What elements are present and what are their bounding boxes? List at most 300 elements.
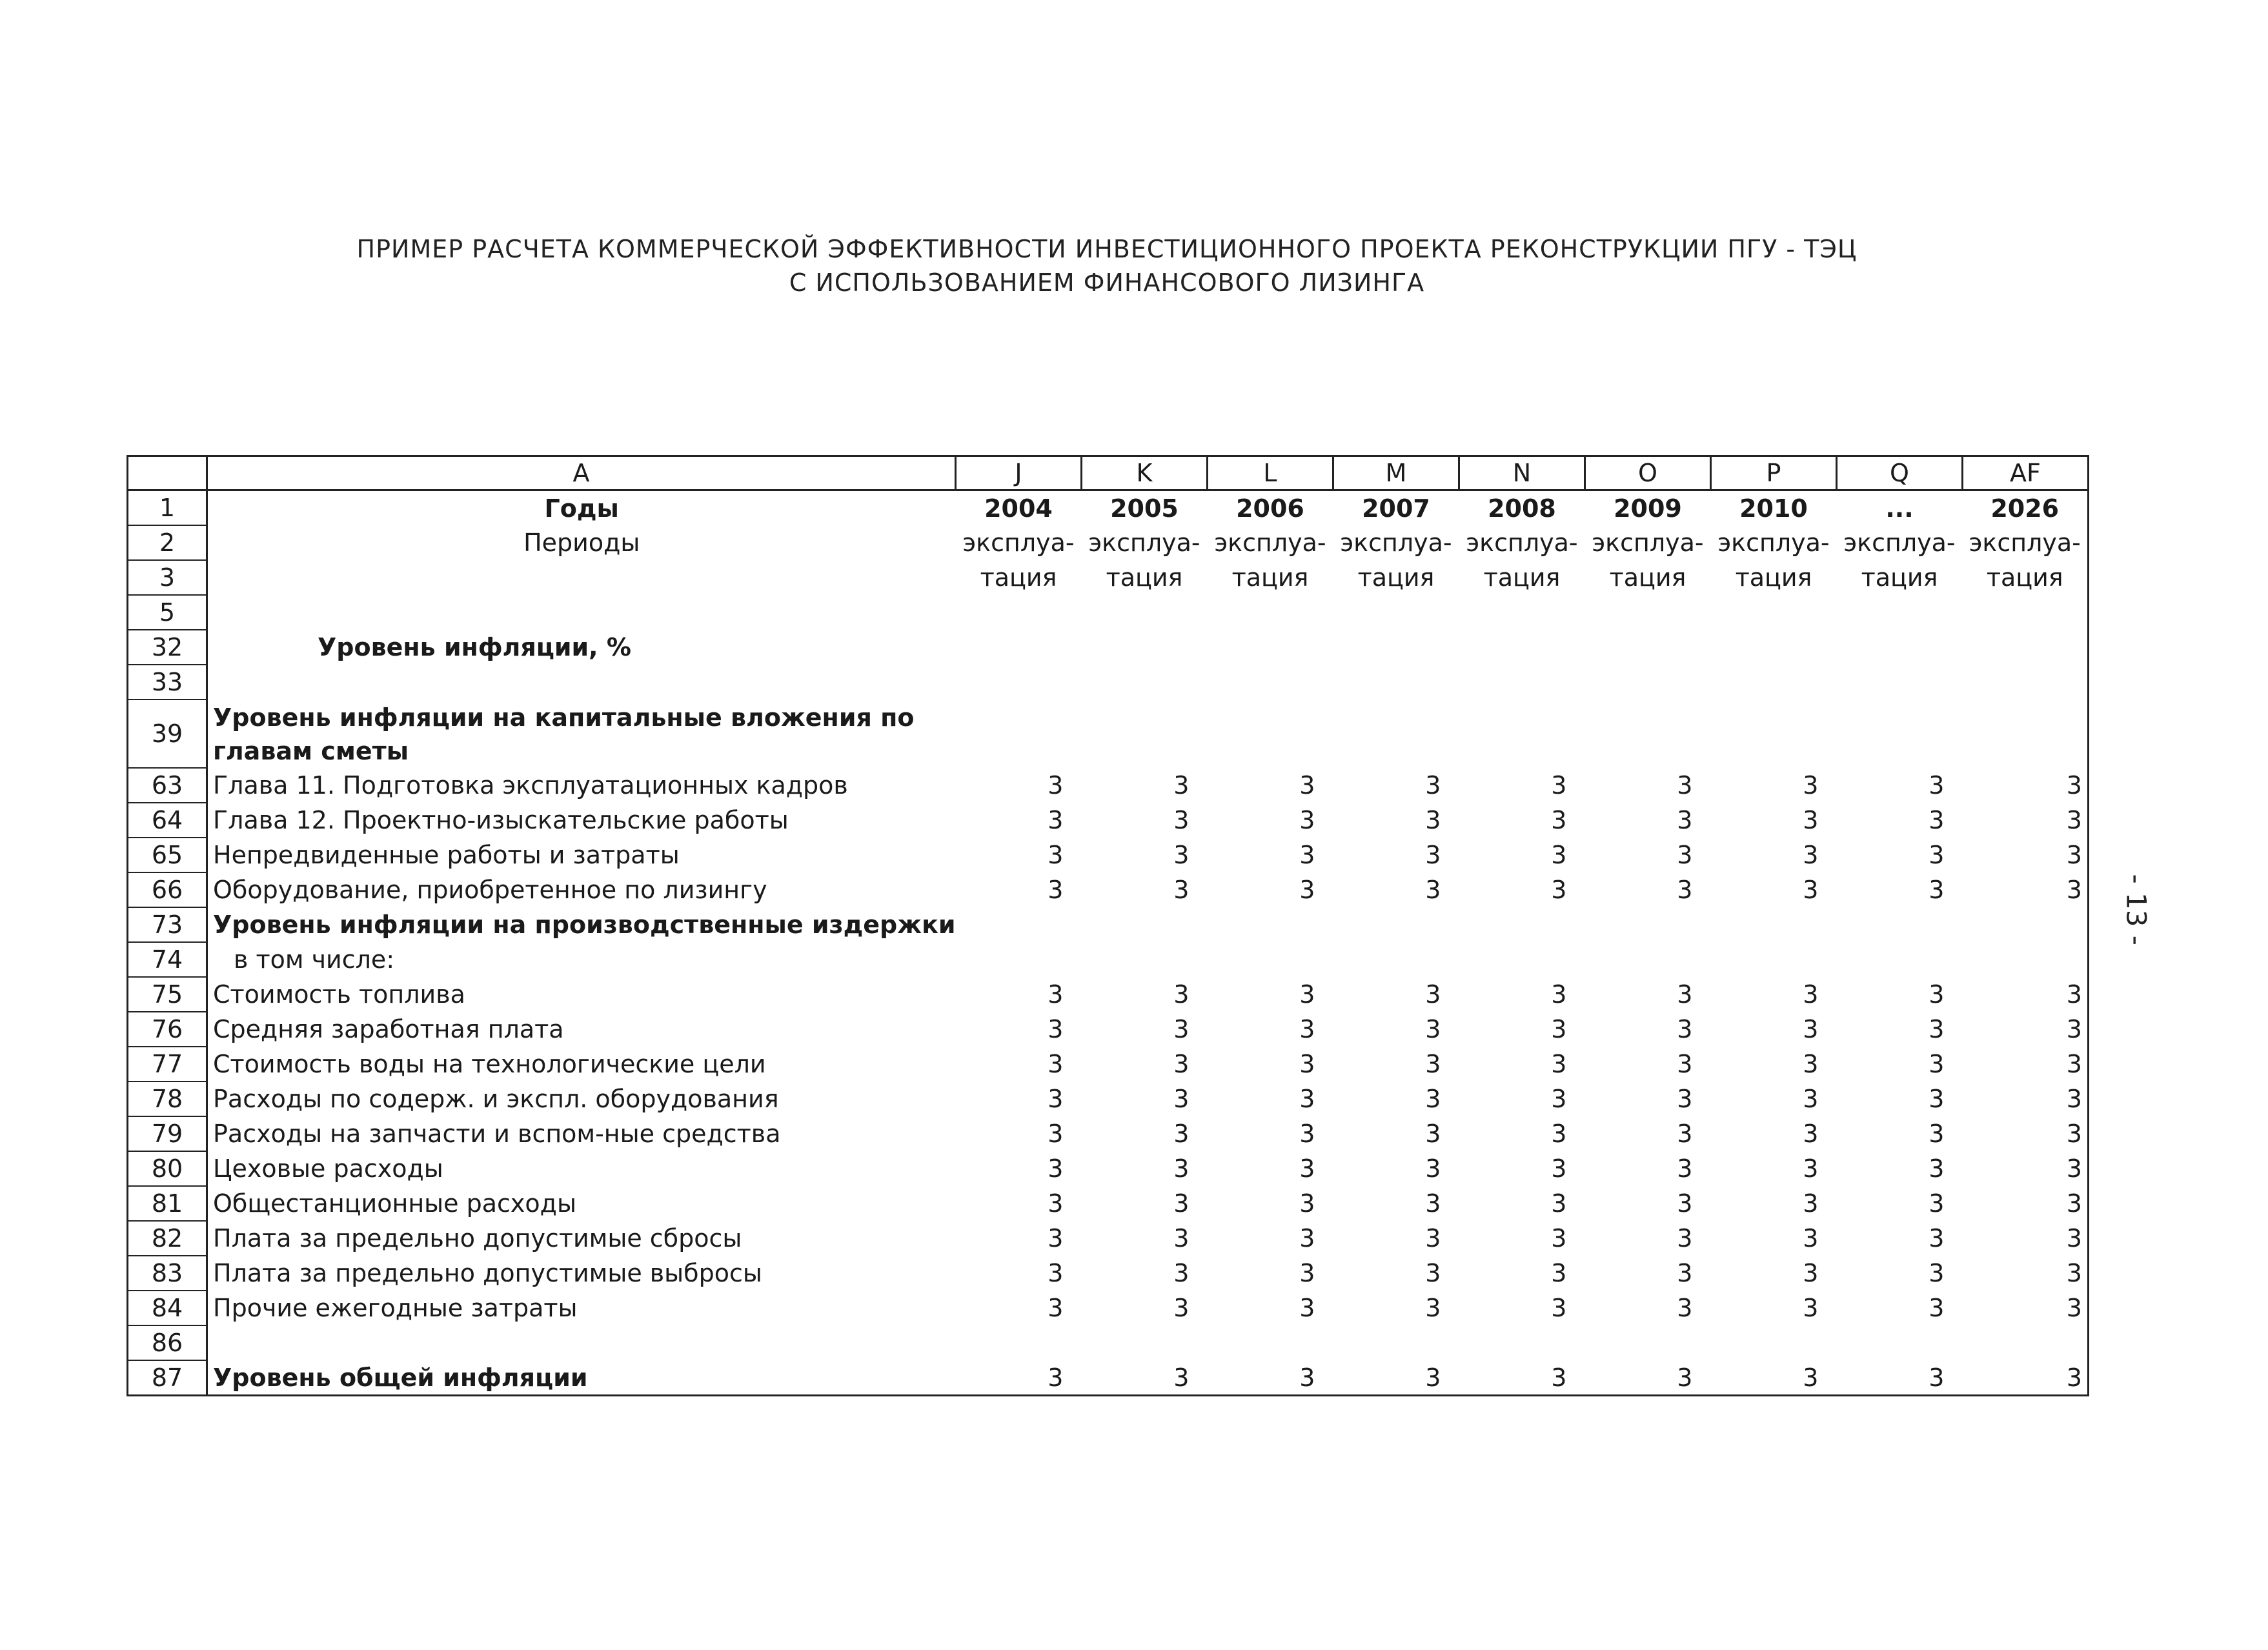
value-cell: 3	[1929, 1085, 1945, 1113]
value-cell: 3	[1173, 980, 1190, 1009]
value-cell: 3	[1962, 1012, 2088, 1047]
value-cell	[1207, 942, 1333, 977]
row-label: Глава 11. Подготовка эксплуатационных кадров	[207, 768, 956, 803]
value-cell	[1585, 907, 1710, 942]
row-number: 76	[128, 1012, 207, 1047]
value-cell: 3	[1962, 1360, 2088, 1396]
value-cell: 3	[1173, 1085, 1190, 1113]
value-cell	[1459, 699, 1585, 768]
value-cell: 3	[1551, 980, 1567, 1009]
table-row	[128, 838, 2089, 872]
value-cell: 3	[1173, 876, 1190, 904]
row-number: 86	[128, 1325, 207, 1360]
value-cell: 3	[1962, 803, 2088, 838]
value-cell: 3	[1425, 806, 1441, 834]
row-label	[207, 1325, 956, 1360]
value-cell	[1459, 942, 1585, 977]
period-cell: эксплуа-	[1962, 525, 2088, 560]
value-cell: 3	[1425, 1259, 1441, 1287]
value-cell: 3	[1048, 1294, 1064, 1322]
row-number: 64	[128, 803, 207, 838]
value-cell	[1459, 595, 1585, 630]
value-cell: 3	[1048, 1015, 1064, 1043]
period-cell: эксплуа-	[1088, 528, 1200, 557]
value-cell	[1207, 665, 1333, 699]
value-cell: 3	[1803, 1154, 1819, 1183]
value-cell: 3	[1173, 1120, 1190, 1148]
column-header-K: K	[1081, 456, 1207, 490]
value-cell: 3	[1803, 980, 1819, 1009]
value-cell: 3	[1048, 1259, 1064, 1287]
value-cell: 3	[1299, 806, 1315, 834]
value-cell	[1836, 1325, 1962, 1360]
value-cell: 3	[1551, 806, 1567, 834]
value-cell	[1333, 630, 1459, 665]
value-cell: 3	[1173, 1050, 1190, 1078]
value-cell: 3	[1173, 1154, 1190, 1183]
table-row	[128, 1151, 2089, 1186]
value-cell	[1081, 665, 1207, 699]
value-cell	[1459, 907, 1585, 942]
value-cell	[1207, 699, 1333, 768]
value-cell	[1459, 1325, 1585, 1360]
period-cell: тация	[1106, 563, 1183, 592]
value-cell: 3	[1173, 1259, 1190, 1287]
value-cell: 3	[1962, 1116, 2088, 1151]
table-row	[128, 1082, 2089, 1116]
period-cell: тация	[1735, 563, 1812, 592]
value-cell: 3	[1173, 771, 1190, 800]
period-cell: тация	[1962, 560, 2088, 595]
period-cell: эксплуа-	[1843, 528, 1956, 557]
period-cell: тация	[1861, 563, 1938, 592]
value-cell: 3	[1299, 1015, 1315, 1043]
value-cell: 3	[1048, 806, 1064, 834]
value-cell: 3	[1425, 876, 1441, 904]
value-cell	[1585, 595, 1710, 630]
value-cell: 3	[1929, 1154, 1945, 1183]
row-number: 77	[128, 1047, 207, 1082]
value-cell	[1585, 1325, 1710, 1360]
value-cell	[1836, 699, 1962, 768]
row-number: 78	[128, 1082, 207, 1116]
value-cell: 3	[1962, 872, 2088, 907]
value-cell: 3	[1299, 1294, 1315, 1322]
column-header-M: M	[1333, 456, 1459, 490]
value-cell: 3	[1425, 1189, 1441, 1218]
year-cell: 2010	[1739, 494, 1808, 523]
value-cell: 3	[1803, 1189, 1819, 1218]
value-cell	[955, 1325, 1081, 1360]
value-cell: 3	[1803, 876, 1819, 904]
value-cell: 3	[1929, 1015, 1945, 1043]
table-row	[128, 665, 2089, 699]
value-cell	[1710, 699, 1836, 768]
value-cell: 3	[1929, 841, 1945, 869]
table-row	[128, 1047, 2089, 1082]
period-cell: тация	[1357, 563, 1435, 592]
value-cell	[1585, 942, 1710, 977]
value-cell: 3	[1677, 1154, 1693, 1183]
value-cell: 3	[1048, 841, 1064, 869]
table-row	[128, 977, 2089, 1012]
period-cell: эксплуа-	[1717, 528, 1830, 557]
value-cell: 3	[1299, 1050, 1315, 1078]
value-cell	[1081, 699, 1207, 768]
year-cell: 2006	[1236, 494, 1304, 523]
value-cell: 3	[1803, 841, 1819, 869]
period-cell: эксплуа-	[1466, 528, 1578, 557]
table-row	[128, 907, 2089, 942]
row-label: Периоды	[207, 525, 956, 560]
value-cell	[1962, 595, 2088, 630]
value-cell	[1333, 1325, 1459, 1360]
row-label: Расходы на запчасти и вспом-ные средства	[207, 1116, 956, 1151]
row-number: 79	[128, 1116, 207, 1151]
value-cell	[1459, 630, 1585, 665]
value-cell: 3	[1803, 1259, 1819, 1287]
row-number: 84	[128, 1291, 207, 1325]
value-cell: 3	[1299, 876, 1315, 904]
value-cell: 3	[1551, 1259, 1567, 1287]
column-header-O: O	[1585, 456, 1710, 490]
row-label	[207, 560, 956, 595]
value-cell	[1962, 665, 2088, 699]
value-cell: 3	[1551, 771, 1567, 800]
year-cell: 2007	[1362, 494, 1430, 523]
row-label: Плата за предельно допустимые сбросы	[207, 1221, 956, 1256]
value-cell	[1081, 907, 1207, 942]
row-number: 74	[128, 942, 207, 977]
row-number: 5	[128, 595, 207, 630]
value-cell: 3	[1299, 771, 1315, 800]
value-cell	[1836, 665, 1962, 699]
row-number: 75	[128, 977, 207, 1012]
table-row	[128, 595, 2089, 630]
year-cell: 2008	[1488, 494, 1556, 523]
column-header-P: P	[1710, 456, 1836, 490]
page-number: - 13 -	[2120, 874, 2152, 945]
value-cell: 3	[1299, 1085, 1315, 1113]
value-cell: 3	[1425, 980, 1441, 1009]
value-cell	[1333, 699, 1459, 768]
value-cell: 3	[1425, 1050, 1441, 1078]
value-cell: 3	[1425, 771, 1441, 800]
value-cell: 3	[1551, 1085, 1567, 1113]
row-number: 39	[128, 699, 207, 768]
value-cell	[1836, 630, 1962, 665]
value-cell	[1459, 665, 1585, 699]
row-number: 81	[128, 1186, 207, 1221]
value-cell	[1836, 942, 1962, 977]
value-cell	[1962, 699, 2088, 768]
value-cell: 3	[1048, 980, 1064, 1009]
value-cell: 3	[1048, 1120, 1064, 1148]
value-cell	[1710, 907, 1836, 942]
value-cell	[1585, 665, 1710, 699]
value-cell	[1962, 1325, 2088, 1360]
row-number: 1	[128, 490, 207, 526]
value-cell	[1962, 942, 2088, 977]
document-title	[0, 232, 2214, 299]
table-row	[128, 1116, 2089, 1151]
value-cell: 3	[1962, 1186, 2088, 1221]
value-cell: 3	[1677, 1120, 1693, 1148]
value-cell: 3	[1929, 1294, 1945, 1322]
value-cell: 3	[1551, 1050, 1567, 1078]
row-number: 2	[128, 525, 207, 560]
value-cell	[1836, 907, 1962, 942]
value-cell	[1710, 942, 1836, 977]
value-cell: 3	[955, 1360, 1081, 1396]
value-cell: 3	[1677, 980, 1693, 1009]
value-cell: 3	[1962, 768, 2088, 803]
value-cell: 3	[1048, 876, 1064, 904]
value-cell: 3	[1962, 1256, 2088, 1291]
value-cell: 3	[1173, 1294, 1190, 1322]
period-cell: эксплуа-	[962, 528, 1075, 557]
value-cell: 3	[1425, 1154, 1441, 1183]
value-cell: 3	[1425, 1224, 1441, 1253]
row-label: Цеховые расходы	[207, 1151, 956, 1186]
value-cell: 3	[1551, 1120, 1567, 1148]
value-cell: 3	[1551, 1294, 1567, 1322]
value-cell: 3	[1048, 1154, 1064, 1183]
value-cell: 3	[1677, 876, 1693, 904]
row-number: 80	[128, 1151, 207, 1186]
table-row	[128, 699, 2089, 768]
row-label: Оборудование, приобретенное по лизингу	[207, 872, 956, 907]
value-cell: 3	[1048, 1189, 1064, 1218]
value-cell: 3	[1803, 1085, 1819, 1113]
value-cell: 3	[1929, 771, 1945, 800]
value-cell	[955, 595, 1081, 630]
row-number: 87	[128, 1360, 207, 1396]
value-cell	[1836, 595, 1962, 630]
row-number: 83	[128, 1256, 207, 1291]
value-cell: 3	[1425, 1085, 1441, 1113]
row-number: 73	[128, 907, 207, 942]
value-cell: 3	[1962, 1151, 2088, 1186]
value-cell: 3	[1173, 841, 1190, 869]
value-cell: 3	[1836, 1360, 1962, 1396]
document-title-line-1: ПРИМЕР РАСЧЕТА КОММЕРЧЕСКОЙ ЭФФЕКТИВНОСТИ ИНВЕСТИЦИОННОГО ПРОЕКТА РЕКОНСТРУКЦИИ ПГУ - ТЭЦ	[356, 235, 1858, 263]
value-cell: 3	[1299, 1259, 1315, 1287]
table-row	[128, 1012, 2089, 1047]
value-cell: 3	[1677, 841, 1693, 869]
value-cell: 3	[1677, 1085, 1693, 1113]
value-cell: 3	[1677, 806, 1693, 834]
value-cell: 3	[1929, 980, 1945, 1009]
value-cell: 3	[1299, 1120, 1315, 1148]
value-cell: 3	[1425, 1120, 1441, 1148]
row-label: Годы	[207, 490, 956, 526]
row-label: Стоимость топлива	[207, 977, 956, 1012]
value-cell: 3	[1962, 1221, 2088, 1256]
value-cell: 3	[1803, 771, 1819, 800]
row-label: Стоимость воды на технологические цели	[207, 1047, 956, 1082]
value-cell	[1207, 595, 1333, 630]
row-number: 66	[128, 872, 207, 907]
row-label: Уровень инфляции, %	[207, 630, 956, 665]
value-cell: 3	[1048, 771, 1064, 800]
value-cell: 3	[1299, 1224, 1315, 1253]
value-cell	[1207, 907, 1333, 942]
table-row	[128, 560, 2089, 595]
value-cell: 3	[1551, 1224, 1567, 1253]
value-cell: 3	[1585, 1360, 1710, 1396]
row-label: Глава 12. Проектно-изыскательские работы	[207, 803, 956, 838]
period-cell: тация	[1609, 563, 1686, 592]
value-cell: 3	[1048, 1050, 1064, 1078]
row-number: 33	[128, 665, 207, 699]
value-cell	[1585, 699, 1710, 768]
value-cell: 3	[1803, 806, 1819, 834]
column-header-A: A	[207, 456, 956, 490]
value-cell: 3	[1333, 1360, 1459, 1396]
value-cell	[1710, 630, 1836, 665]
value-cell: 3	[1677, 771, 1693, 800]
period-cell: тация	[980, 563, 1057, 592]
value-cell	[1207, 1325, 1333, 1360]
table-row	[128, 490, 2089, 526]
value-cell: 3	[1803, 1120, 1819, 1148]
value-cell: 3	[1677, 1259, 1693, 1287]
value-cell: 3	[1962, 1082, 2088, 1116]
table-row	[128, 525, 2089, 560]
value-cell: 3	[1299, 1189, 1315, 1218]
value-cell	[955, 942, 1081, 977]
period-cell: тация	[1483, 563, 1561, 592]
value-cell	[1710, 595, 1836, 630]
row-label: Средняя заработная плата	[207, 1012, 956, 1047]
value-cell: 3	[1299, 980, 1315, 1009]
value-cell: 3	[1929, 1189, 1945, 1218]
value-cell	[1962, 907, 2088, 942]
value-cell: 3	[1803, 1015, 1819, 1043]
value-cell	[955, 665, 1081, 699]
value-cell: 3	[1803, 1050, 1819, 1078]
row-label: Расходы по содерж. и экспл. оборудования	[207, 1082, 956, 1116]
value-cell: 3	[1425, 1015, 1441, 1043]
value-cell	[1081, 630, 1207, 665]
period-cell: эксплуа-	[1214, 528, 1326, 557]
value-cell: 3	[1803, 1294, 1819, 1322]
value-cell: 3	[1677, 1015, 1693, 1043]
value-cell: 3	[1173, 1224, 1190, 1253]
value-cell	[1585, 630, 1710, 665]
row-number: 32	[128, 630, 207, 665]
period-cell: эксплуа-	[1592, 528, 1704, 557]
value-cell: 3	[1299, 841, 1315, 869]
corner-cell	[128, 456, 207, 490]
column-header-N: N	[1459, 456, 1585, 490]
value-cell	[955, 699, 1081, 768]
value-cell: 3	[1929, 1224, 1945, 1253]
column-header-row	[128, 456, 2089, 490]
value-cell: 3	[1962, 838, 2088, 872]
period-cell: эксплуа-	[1340, 528, 1452, 557]
row-label: Уровень инфляции на капитальные вложения по главам сметы	[207, 699, 956, 768]
value-cell: 3	[1425, 1294, 1441, 1322]
table-row	[128, 942, 2089, 977]
value-cell: 3	[1929, 1050, 1945, 1078]
table-row	[128, 630, 2089, 665]
value-cell: 3	[1207, 1360, 1333, 1396]
value-cell: 3	[1551, 841, 1567, 869]
value-cell: 3	[1677, 1224, 1693, 1253]
table-row	[128, 1325, 2089, 1360]
value-cell	[955, 630, 1081, 665]
value-cell: 3	[1081, 1360, 1207, 1396]
value-cell: 3	[1929, 1120, 1945, 1148]
value-cell: 3	[1803, 1224, 1819, 1253]
row-number: 3	[128, 560, 207, 595]
table-row	[128, 872, 2089, 907]
value-cell	[1081, 942, 1207, 977]
value-cell: 3	[1459, 1360, 1585, 1396]
row-number: 65	[128, 838, 207, 872]
value-cell: 3	[1962, 1291, 2088, 1325]
row-label: Непредвиденные работы и затраты	[207, 838, 956, 872]
value-cell: 3	[1551, 876, 1567, 904]
value-cell: 3	[1929, 806, 1945, 834]
year-cell: 2004	[984, 494, 1053, 523]
year-cell: 2005	[1110, 494, 1179, 523]
year-cell: ...	[1885, 494, 1914, 523]
year-cell: 2026	[1962, 490, 2088, 526]
value-cell: 3	[1048, 1224, 1064, 1253]
value-cell: 3	[1173, 806, 1190, 834]
column-header-AF: AF	[1962, 456, 2088, 490]
value-cell	[1333, 907, 1459, 942]
table-row	[128, 1221, 2089, 1256]
value-cell: 3	[1173, 1015, 1190, 1043]
table-row	[128, 1291, 2089, 1325]
table-row	[128, 1186, 2089, 1221]
value-cell	[1333, 595, 1459, 630]
value-cell	[1710, 665, 1836, 699]
table-row	[128, 768, 2089, 803]
value-cell: 3	[1929, 876, 1945, 904]
value-cell: 3	[1710, 1360, 1836, 1396]
value-cell: 3	[1962, 1047, 2088, 1082]
value-cell	[1962, 630, 2088, 665]
row-label	[207, 595, 956, 630]
value-cell	[1081, 595, 1207, 630]
year-cell: 2009	[1614, 494, 1682, 523]
value-cell: 3	[1677, 1189, 1693, 1218]
row-number: 63	[128, 768, 207, 803]
value-cell: 3	[1929, 1259, 1945, 1287]
value-cell	[1207, 630, 1333, 665]
table-row	[128, 803, 2089, 838]
value-cell: 3	[1299, 1154, 1315, 1183]
row-label	[207, 665, 956, 699]
value-cell: 3	[1677, 1294, 1693, 1322]
table-row	[128, 1256, 2089, 1291]
value-cell: 3	[1048, 1085, 1064, 1113]
value-cell: 3	[1962, 977, 2088, 1012]
spreadsheet-table	[127, 455, 2089, 1396]
row-label: Плата за предельно допустимые выбросы	[207, 1256, 956, 1291]
value-cell	[1333, 665, 1459, 699]
column-header-Q: Q	[1836, 456, 1962, 490]
column-header-J: J	[955, 456, 1081, 490]
row-label: в том числе:	[207, 942, 956, 977]
value-cell	[1081, 1325, 1207, 1360]
row-label: Уровень общей инфляции	[207, 1360, 956, 1396]
